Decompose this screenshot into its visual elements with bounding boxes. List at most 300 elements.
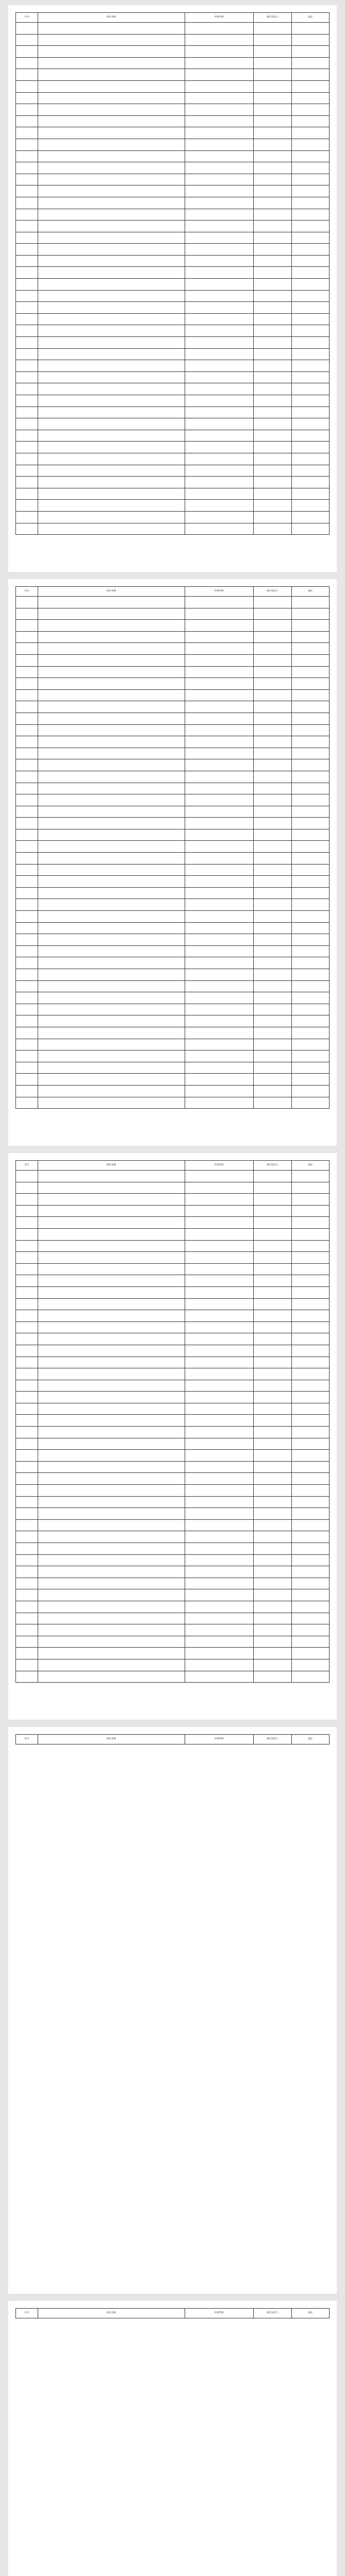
cell-school-text <box>185 1222 254 1223</box>
cell-lead <box>254 92 291 104</box>
cell-note <box>291 724 329 736</box>
cell-index <box>16 127 38 139</box>
cell-title <box>38 395 185 407</box>
cell-note-text <box>292 353 329 354</box>
cell-school-text <box>185 776 254 777</box>
cell-index <box>16 1228 38 1240</box>
cell-index-text <box>16 1432 38 1433</box>
cell-note-text <box>292 1350 329 1351</box>
cell-note-text <box>292 1176 329 1177</box>
cell-title-text <box>38 1501 184 1502</box>
cell-note-text <box>292 249 329 250</box>
cell-index-text <box>16 284 38 285</box>
cell-lead <box>254 80 291 92</box>
cell-lead <box>254 185 291 197</box>
table-row <box>16 1485 330 1497</box>
cell-note-text <box>292 86 329 87</box>
cell-note <box>291 1427 329 1438</box>
cell-note <box>291 806 329 818</box>
cell-title-text <box>38 1091 184 1092</box>
cell-index <box>16 395 38 407</box>
cell-school <box>185 139 254 150</box>
cell-school <box>185 1531 254 1543</box>
cell-school-text <box>185 823 254 824</box>
cell-note-text <box>292 1501 329 1502</box>
cell-school <box>185 523 254 535</box>
cell-school <box>185 597 254 608</box>
cell-lead <box>254 1589 291 1601</box>
cell-school-text <box>185 1641 254 1642</box>
cell-note <box>291 383 329 395</box>
cell-lead-text <box>254 660 291 661</box>
cell-note-text <box>292 927 329 928</box>
cell-school <box>185 1027 254 1039</box>
table-row <box>16 934 330 946</box>
table-header-row <box>16 1735 330 1744</box>
cell-school-text <box>185 1292 254 1293</box>
cell-lead-text <box>254 1513 291 1514</box>
cell-index-text <box>16 962 38 963</box>
cell-note-text <box>292 1292 329 1293</box>
table-row <box>16 1613 330 1624</box>
cell-title <box>38 477 185 488</box>
cell-lead-text <box>254 939 291 940</box>
cell-school-text <box>185 1234 254 1235</box>
cell-note-text <box>292 1467 329 1468</box>
cell-title-text <box>38 1536 184 1537</box>
table-row <box>16 1659 330 1671</box>
cell-index <box>16 713 38 724</box>
cell-lead-text <box>254 167 291 168</box>
cell-school <box>185 197 254 209</box>
table-row <box>16 945 330 957</box>
cell-index <box>16 864 38 876</box>
cell-index <box>16 488 38 500</box>
cell-index-text <box>16 121 38 122</box>
cell-school-text <box>185 1056 254 1057</box>
table-row <box>16 1392 330 1403</box>
cell-school-text <box>185 835 254 836</box>
cell-note <box>291 1074 329 1086</box>
cell-lead-text <box>254 1338 291 1340</box>
cell-title <box>38 689 185 701</box>
cell-school <box>185 783 254 794</box>
cell-note <box>291 185 329 197</box>
cell-lead-text <box>254 1443 291 1444</box>
cell-title-text <box>38 1222 184 1223</box>
cell-school-text <box>185 1187 254 1188</box>
cell-note-text <box>292 916 329 917</box>
cell-lead <box>254 806 291 818</box>
cell-school <box>185 1228 254 1240</box>
cell-school <box>185 244 254 256</box>
table-body <box>16 597 330 1109</box>
cell-title <box>38 511 185 523</box>
cell-index <box>16 1566 38 1578</box>
cell-note-text <box>292 1222 329 1223</box>
cell-title-text <box>38 284 184 285</box>
cell-title-text <box>38 330 184 331</box>
cell-note-text <box>292 447 329 448</box>
cell-school-text <box>185 904 254 905</box>
cell-title <box>38 139 185 150</box>
cell-title-text <box>38 811 184 812</box>
cell-title <box>38 1074 185 1086</box>
cell-lead <box>254 1403 291 1415</box>
table-row <box>16 748 330 759</box>
cell-index-text <box>16 637 38 638</box>
cell-school-text <box>185 1067 254 1069</box>
cell-lead <box>254 279 291 291</box>
cell-school <box>185 162 254 174</box>
cell-title <box>38 1194 185 1206</box>
cell-school-text <box>185 1176 254 1177</box>
cell-index-text <box>16 330 38 331</box>
table-row <box>16 34 330 46</box>
cell-lead-text <box>254 1269 291 1270</box>
cell-school-text <box>185 1385 254 1386</box>
cell-index <box>16 1275 38 1287</box>
cell-title <box>38 232 185 244</box>
project-table <box>15 2308 330 2318</box>
table-row <box>16 150 330 162</box>
cell-note <box>291 1415 329 1427</box>
cell-note <box>291 1648 329 1659</box>
table-row <box>16 724 330 736</box>
cell-school-text <box>185 916 254 917</box>
cell-index <box>16 678 38 690</box>
cell-lead <box>254 748 291 759</box>
cell-lead <box>254 1566 291 1578</box>
cell-title-text <box>38 494 184 495</box>
cell-lead-text <box>254 1653 291 1654</box>
cell-index-text <box>16 1211 38 1212</box>
cell-note <box>291 876 329 888</box>
cell-note-text <box>292 330 329 331</box>
cell-title-text <box>38 858 184 859</box>
cell-school-text <box>185 637 254 638</box>
cell-title <box>38 608 185 620</box>
cell-lead <box>254 1027 291 1039</box>
cell-school <box>185 1263 254 1275</box>
cell-title <box>38 1240 185 1252</box>
cell-lead <box>254 678 291 690</box>
cell-index-text <box>16 671 38 672</box>
cell-title-text <box>38 505 184 506</box>
cell-school <box>185 701 254 713</box>
table-row <box>16 302 330 314</box>
cell-school <box>185 23 254 35</box>
cell-note-text <box>292 1478 329 1479</box>
cell-title <box>38 92 185 104</box>
cell-school-text <box>185 74 254 75</box>
cell-lead-text <box>254 1257 291 1258</box>
cell-title <box>38 453 185 465</box>
cell-index <box>16 1171 38 1182</box>
cell-index <box>16 290 38 302</box>
table-row <box>16 876 330 888</box>
cell-lead <box>254 1097 291 1109</box>
cell-title-text <box>38 226 184 227</box>
cell-school <box>185 748 254 759</box>
cell-title <box>38 724 185 736</box>
cell-index <box>16 1217 38 1229</box>
cell-index <box>16 1427 38 1438</box>
cell-title-text <box>38 1525 184 1526</box>
cell-note-text <box>292 1362 329 1363</box>
cell-index <box>16 1554 38 1566</box>
cell-note-text <box>292 342 329 343</box>
cell-note <box>291 922 329 934</box>
cell-lead-text <box>254 74 291 75</box>
cell-title-text <box>38 423 184 425</box>
cell-school-text <box>185 846 254 847</box>
cell-title <box>38 1601 185 1613</box>
cell-index <box>16 1015 38 1027</box>
cell-lead-text <box>254 613 291 614</box>
cell-title <box>38 80 185 92</box>
cell-note-text <box>292 63 329 64</box>
cell-note-text <box>292 997 329 998</box>
cell-note <box>291 1298 329 1310</box>
cell-school-text <box>185 718 254 719</box>
table-row <box>16 631 330 643</box>
cell-note <box>291 911 329 923</box>
cell-title <box>38 1333 185 1345</box>
cell-school-text <box>185 1102 254 1103</box>
table-row <box>16 666 330 678</box>
cell-note-text <box>292 74 329 75</box>
cell-index-text <box>16 1199 38 1200</box>
cell-lead-text <box>254 295 291 296</box>
cell-note-text <box>292 1583 329 1584</box>
cell-school-text <box>185 1618 254 1619</box>
cell-title <box>38 279 185 291</box>
table-row <box>16 1240 330 1252</box>
cell-index-text <box>16 261 38 262</box>
table-row <box>16 759 330 771</box>
table-row <box>16 1182 330 1194</box>
table-row <box>16 313 330 325</box>
table-row <box>16 127 330 139</box>
cell-school-text <box>185 494 254 495</box>
cell-school-text <box>185 706 254 707</box>
header-index: 序号 <box>16 1161 38 1171</box>
cell-title-text <box>38 1676 184 1677</box>
cell-title-text <box>38 1595 184 1596</box>
cell-school <box>185 666 254 678</box>
cell-note-text <box>292 1315 329 1316</box>
cell-school-text <box>185 388 254 389</box>
cell-school <box>185 1182 254 1194</box>
cell-school-text <box>185 1021 254 1022</box>
cell-index-text <box>16 1665 38 1666</box>
cell-index <box>16 465 38 477</box>
cell-lead-text <box>254 648 291 649</box>
table-row <box>16 1286 330 1298</box>
cell-note-text <box>292 179 329 180</box>
cell-title-text <box>38 1187 184 1188</box>
cell-title <box>38 57 185 69</box>
cell-index <box>16 1624 38 1636</box>
cell-note <box>291 1636 329 1648</box>
cell-school <box>185 992 254 1004</box>
cell-lead <box>254 1415 291 1427</box>
cell-note-text <box>292 1420 329 1421</box>
table-row <box>16 511 330 523</box>
cell-title <box>38 1310 185 1322</box>
cell-index <box>16 1194 38 1206</box>
cell-index-text <box>16 295 38 296</box>
cell-index <box>16 957 38 969</box>
cell-school-text <box>185 881 254 882</box>
cell-title <box>38 1097 185 1109</box>
cell-school-text <box>185 625 254 626</box>
cell-note <box>291 1062 329 1074</box>
cell-index-text <box>16 823 38 824</box>
cell-lead <box>254 523 291 535</box>
cell-lead <box>254 1217 291 1229</box>
cell-note-text <box>292 1091 329 1092</box>
cell-lead <box>254 1228 291 1240</box>
cell-school-text <box>185 132 254 133</box>
cell-note-text <box>292 1409 329 1410</box>
cell-note-text <box>292 730 329 731</box>
cell-title-text <box>38 1374 184 1375</box>
cell-title-text <box>38 962 184 963</box>
cell-note <box>291 115 329 127</box>
cell-lead <box>254 1263 291 1275</box>
cell-lead-text <box>254 1409 291 1410</box>
cell-title <box>38 713 185 724</box>
cell-title-text <box>38 951 184 952</box>
cell-school-text <box>185 1583 254 1584</box>
cell-note-text <box>292 1560 329 1561</box>
table-row <box>16 1531 330 1543</box>
cell-lead-text <box>254 916 291 917</box>
cell-title-text <box>38 1067 184 1069</box>
cell-school-text <box>185 869 254 870</box>
cell-index-text <box>16 400 38 401</box>
cell-index <box>16 185 38 197</box>
cell-lead-text <box>254 1397 291 1398</box>
cell-lead <box>254 654 291 666</box>
cell-note <box>291 1333 329 1345</box>
cell-lead <box>254 488 291 500</box>
cell-note-text <box>292 1536 329 1537</box>
cell-note <box>291 523 329 535</box>
cell-lead <box>254 969 291 981</box>
cell-title <box>38 1519 185 1531</box>
cell-note <box>291 1531 329 1543</box>
cell-school <box>185 922 254 934</box>
cell-title-text <box>38 121 184 122</box>
cell-note-text <box>292 156 329 157</box>
cell-note-text <box>292 284 329 285</box>
cell-note <box>291 759 329 771</box>
cell-title <box>38 934 185 946</box>
cell-school <box>185 1333 254 1345</box>
cell-lead <box>254 477 291 488</box>
cell-index <box>16 197 38 209</box>
cell-school <box>185 911 254 923</box>
cell-lead-text <box>254 342 291 343</box>
cell-index <box>16 1333 38 1345</box>
cell-title <box>38 1392 185 1403</box>
cell-school-text <box>185 272 254 273</box>
cell-note <box>291 1473 329 1485</box>
cell-title-text <box>38 1513 184 1514</box>
table-header-row <box>16 587 330 597</box>
cell-index-text <box>16 1606 38 1607</box>
cell-title-text <box>38 1211 184 1212</box>
cell-lead-text <box>254 1560 291 1561</box>
table-row <box>16 1085 330 1097</box>
table-header-row <box>16 13 330 23</box>
cell-lead <box>254 1496 291 1508</box>
cell-note <box>291 1461 329 1473</box>
cell-lead <box>254 841 291 853</box>
cell-lead-text <box>254 811 291 812</box>
cell-school <box>185 759 254 771</box>
cell-title <box>38 1648 185 1659</box>
cell-note <box>291 608 329 620</box>
cell-index-text <box>16 1490 38 1491</box>
cell-note-text <box>292 202 329 204</box>
cell-index <box>16 1613 38 1624</box>
cell-note <box>291 1368 329 1380</box>
cell-index <box>16 139 38 150</box>
cell-school <box>185 69 254 81</box>
cell-index-text <box>16 1362 38 1363</box>
cell-index-text <box>16 459 38 460</box>
cell-note <box>291 69 329 81</box>
cell-note-text <box>292 307 329 308</box>
cell-note-text <box>292 1211 329 1212</box>
cell-note <box>291 1085 329 1097</box>
cell-lead-text <box>254 226 291 227</box>
cell-title <box>38 678 185 690</box>
cell-lead <box>254 302 291 314</box>
cell-note <box>291 643 329 655</box>
cell-school <box>185 371 254 383</box>
cell-note <box>291 1601 329 1613</box>
cell-title <box>38 643 185 655</box>
cell-lead-text <box>254 1079 291 1080</box>
cell-title <box>38 1671 185 1683</box>
cell-index <box>16 1485 38 1497</box>
cell-lead <box>254 162 291 174</box>
cell-title-text <box>38 272 184 273</box>
cell-lead-text <box>254 718 291 719</box>
cell-school-text <box>185 1338 254 1340</box>
cell-school-text <box>185 1501 254 1502</box>
cell-index-text <box>16 1056 38 1057</box>
cell-note-text <box>292 517 329 518</box>
cell-index <box>16 620 38 632</box>
cell-lead-text <box>254 237 291 238</box>
cell-note <box>291 406 329 418</box>
cell-lead-text <box>254 800 291 801</box>
header-school: 申请学校 <box>185 13 254 23</box>
cell-title-text <box>38 1443 184 1444</box>
cell-lead-text <box>254 1548 291 1549</box>
cell-school <box>185 713 254 724</box>
cell-lead-text <box>254 330 291 331</box>
table-row <box>16 197 330 209</box>
cell-note-text <box>292 121 329 122</box>
cell-lead <box>254 1473 291 1485</box>
